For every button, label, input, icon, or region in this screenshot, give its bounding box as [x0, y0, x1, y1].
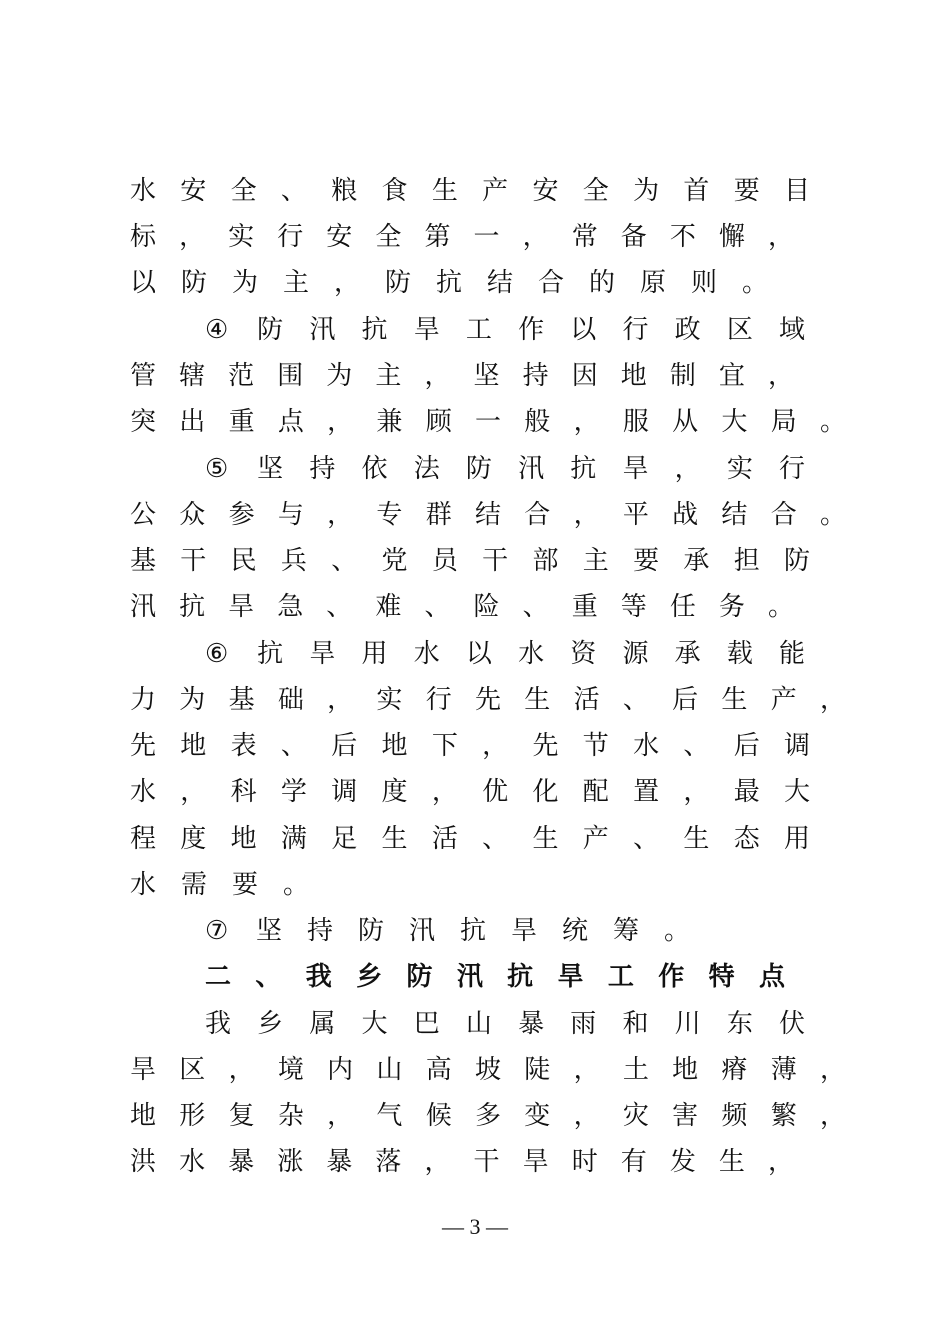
- text-line: 以 防 为 主 ， 防 抗 结 合 的 原 则 。: [130, 268, 769, 298]
- text-line: 先 地 表 、 后 地 下 ， 先 节 水 、 后 调: [130, 731, 811, 761]
- text-line: 我 乡 属 大 巴 山 暴 雨 和 川 东 伏: [205, 1009, 806, 1039]
- text-line: 基 干 民 兵 、 党 员 干 部 主 要 承 担 防: [130, 546, 811, 576]
- text-line: ⑥ 抗 旱 用 水 以 水 资 源 承 载 能: [205, 639, 806, 669]
- text-line: ⑤ 坚 持 依 法 防 汛 抗 旱 ， 实 行: [205, 454, 806, 484]
- text-line: ⑦ 坚 持 防 汛 抗 旱 统 筹 。: [205, 916, 691, 946]
- text-line: 突 出 重 点 ， 兼 顾 一 般 ， 服 从 大 局 。: [130, 407, 847, 437]
- text-line: 洪 水 暴 涨 暴 落 ， 干 旱 时 有 发 生 ，: [130, 1147, 795, 1177]
- text-line: 旱 区 ， 境 内 山 高 坡 陡 ， 土 地 瘠 薄 ，: [130, 1055, 847, 1085]
- text-line: 管 辖 范 围 为 主 ， 坚 持 因 地 制 宜 ，: [130, 361, 795, 391]
- text-line: 地 形 复 杂 ， 气 候 多 变 ， 灾 害 频 繁 ，: [130, 1101, 847, 1131]
- text-line: 汛 抗 旱 急 、 难 、 险 、 重 等 任 务 。: [130, 592, 795, 622]
- text-line: 程 度 地 满 足 生 活 、 生 产 、 生 态 用: [130, 824, 811, 854]
- text-line: 水 需 要 。: [130, 870, 310, 900]
- text-line: 标 ， 实 行 安 全 第 一 ， 常 备 不 懈 ，: [130, 222, 795, 252]
- text-line: 水 ， 科 学 调 度 ， 优 化 配 置 ， 最 大: [130, 777, 811, 807]
- section-heading: 二 、 我 乡 防 汛 抗 旱 工 作 特 点: [205, 962, 786, 992]
- text-line: 力 为 基 础 ， 实 行 先 生 活 、 后 生 产 ，: [130, 685, 847, 715]
- text-line: ④ 防 汛 抗 旱 工 作 以 行 政 区 域: [205, 315, 806, 345]
- text-line: 公 众 参 与 ， 专 群 结 合 ， 平 战 结 合 。: [130, 500, 847, 530]
- text-line: 水 安 全 、 粮 食 生 产 安 全 为 首 要 目: [130, 176, 811, 206]
- page-number: — 3 —: [442, 1214, 508, 1239]
